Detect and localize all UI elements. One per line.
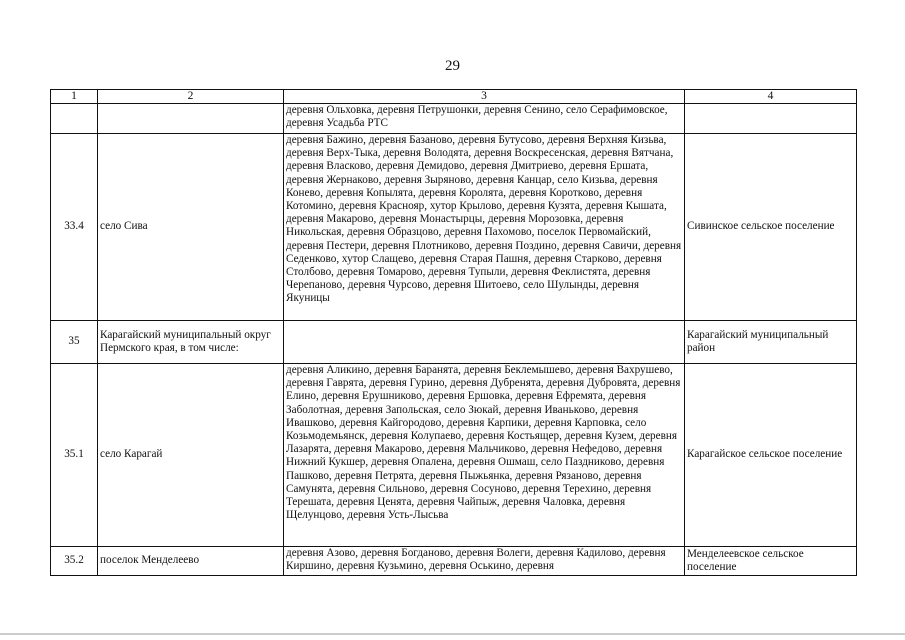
column-header-1: 1 [51,90,98,104]
admin-center: поселок Менделеево [98,547,284,576]
admin-center: село Сива [98,134,284,321]
municipal-unit: Карагайский муниципальный район [685,321,857,364]
table-row [51,104,857,134]
scan-edge-divider [0,633,905,635]
table-row [51,364,857,547]
admin-center: Карагайский муниципальный округ Пермского края, в том числе: [98,321,284,364]
row-number [51,104,98,134]
municipal-unit: Менделеевское сельское поселение [685,547,857,576]
municipal-unit [685,104,857,134]
column-header-3: 3 [284,90,685,104]
column-header-4: 4 [685,90,857,104]
table-row [51,321,857,364]
admin-center [98,104,284,134]
row-number: 35 [51,321,98,364]
settlements-list [284,321,685,364]
row-number: 35.1 [51,364,98,547]
table-header-row [51,90,857,104]
admin-center: село Карагай [98,364,284,547]
settlements-list: деревня Бажино, деревня Базаново, деревня Бутусово, деревня Верхняя Кизьва, деревня Верх-Тыка, деревня Володята, деревня Воскресенская, деревня Вятчана, деревня Власково, деревня Демидово, деревня Дмитриево, деревня Ершата, деревня Жернаково, деревня Зыряново, деревня Канцар, село Кизьва, деревня Конево, деревня Копылята, деревня Королята, деревня Коротково, деревня Котомино, деревня Краснояр, хутор Крылово, деревня Кузята, деревня Кышата, деревня Макарово, деревня Монастырцы, деревня Морозовка, деревня Никольская, деревня Образцово, деревня Пахомово, поселок Первомайский, деревня Пестери, деревня Плотниково, деревня Поздино, деревня Савичи, деревня Седенково, хутор Слащево, деревня Старая Пашня, деревня Старково, деревня Столбово, деревня Томарово, деревня Тупыли, деревня Феклистята, деревня Черепаново, деревня Чурсово, деревня Шитоево, село Шулынды, деревня Якуницы [284,134,685,321]
column-header-2: 2 [98,90,284,104]
settlements-table [50,89,857,576]
page-number: 29 [445,58,460,74]
municipal-unit: Карагайское сельское поселение [685,364,857,547]
settlements-list: деревня Аликино, деревня Баранята, деревня Беклемышево, деревня Вахрушево, деревня Гаврята, деревня Гурино, деревня Дубренята, деревня Дубровята, деревня Елино, деревня Ерушниково, деревня Ершовка, деревня Ефремята, деревня Заболотная, деревня Запольская, село Зюкай, деревня Иваньково, деревня Ивашково, деревня Кайгородово, деревня Карпики, деревня Карповка, село Козьмодемьянск, деревня Колупаево, деревня Костьящер, деревня Кузем, деревня Лазарята, деревня Макарово, деревня Мальчиково, деревня Нефедово, деревня Нижний Кукшер, деревня Опалена, деревня Ошмаш, село Паздниково, деревня Пашково, деревня Петрята, деревня Пыжьянка, деревня Рязаново, деревня Самунята, деревня Сильново, деревня Сосуново, деревня Терехино, деревня Терешата, деревня Ценята, деревня Чайпыж, деревня Чаловка, деревня Щелунцово, деревня Усть-Лысьва [284,364,685,547]
table-row [51,134,857,321]
municipal-unit: Сивинское сельское поселение [685,134,857,321]
row-number: 33.4 [51,134,98,321]
settlements-list: деревня Ольховка, деревня Петрушонки, деревня Сенино, село Серафимовское, деревня Усадьба РТС [284,104,685,134]
table-row [51,547,857,576]
row-number: 35.2 [51,547,98,576]
settlements-list: деревня Азово, деревня Богданово, деревня Волеги, деревня Кадилово, деревня Киршино, деревня Кузьмино, деревня Оськино, деревня [284,547,685,576]
